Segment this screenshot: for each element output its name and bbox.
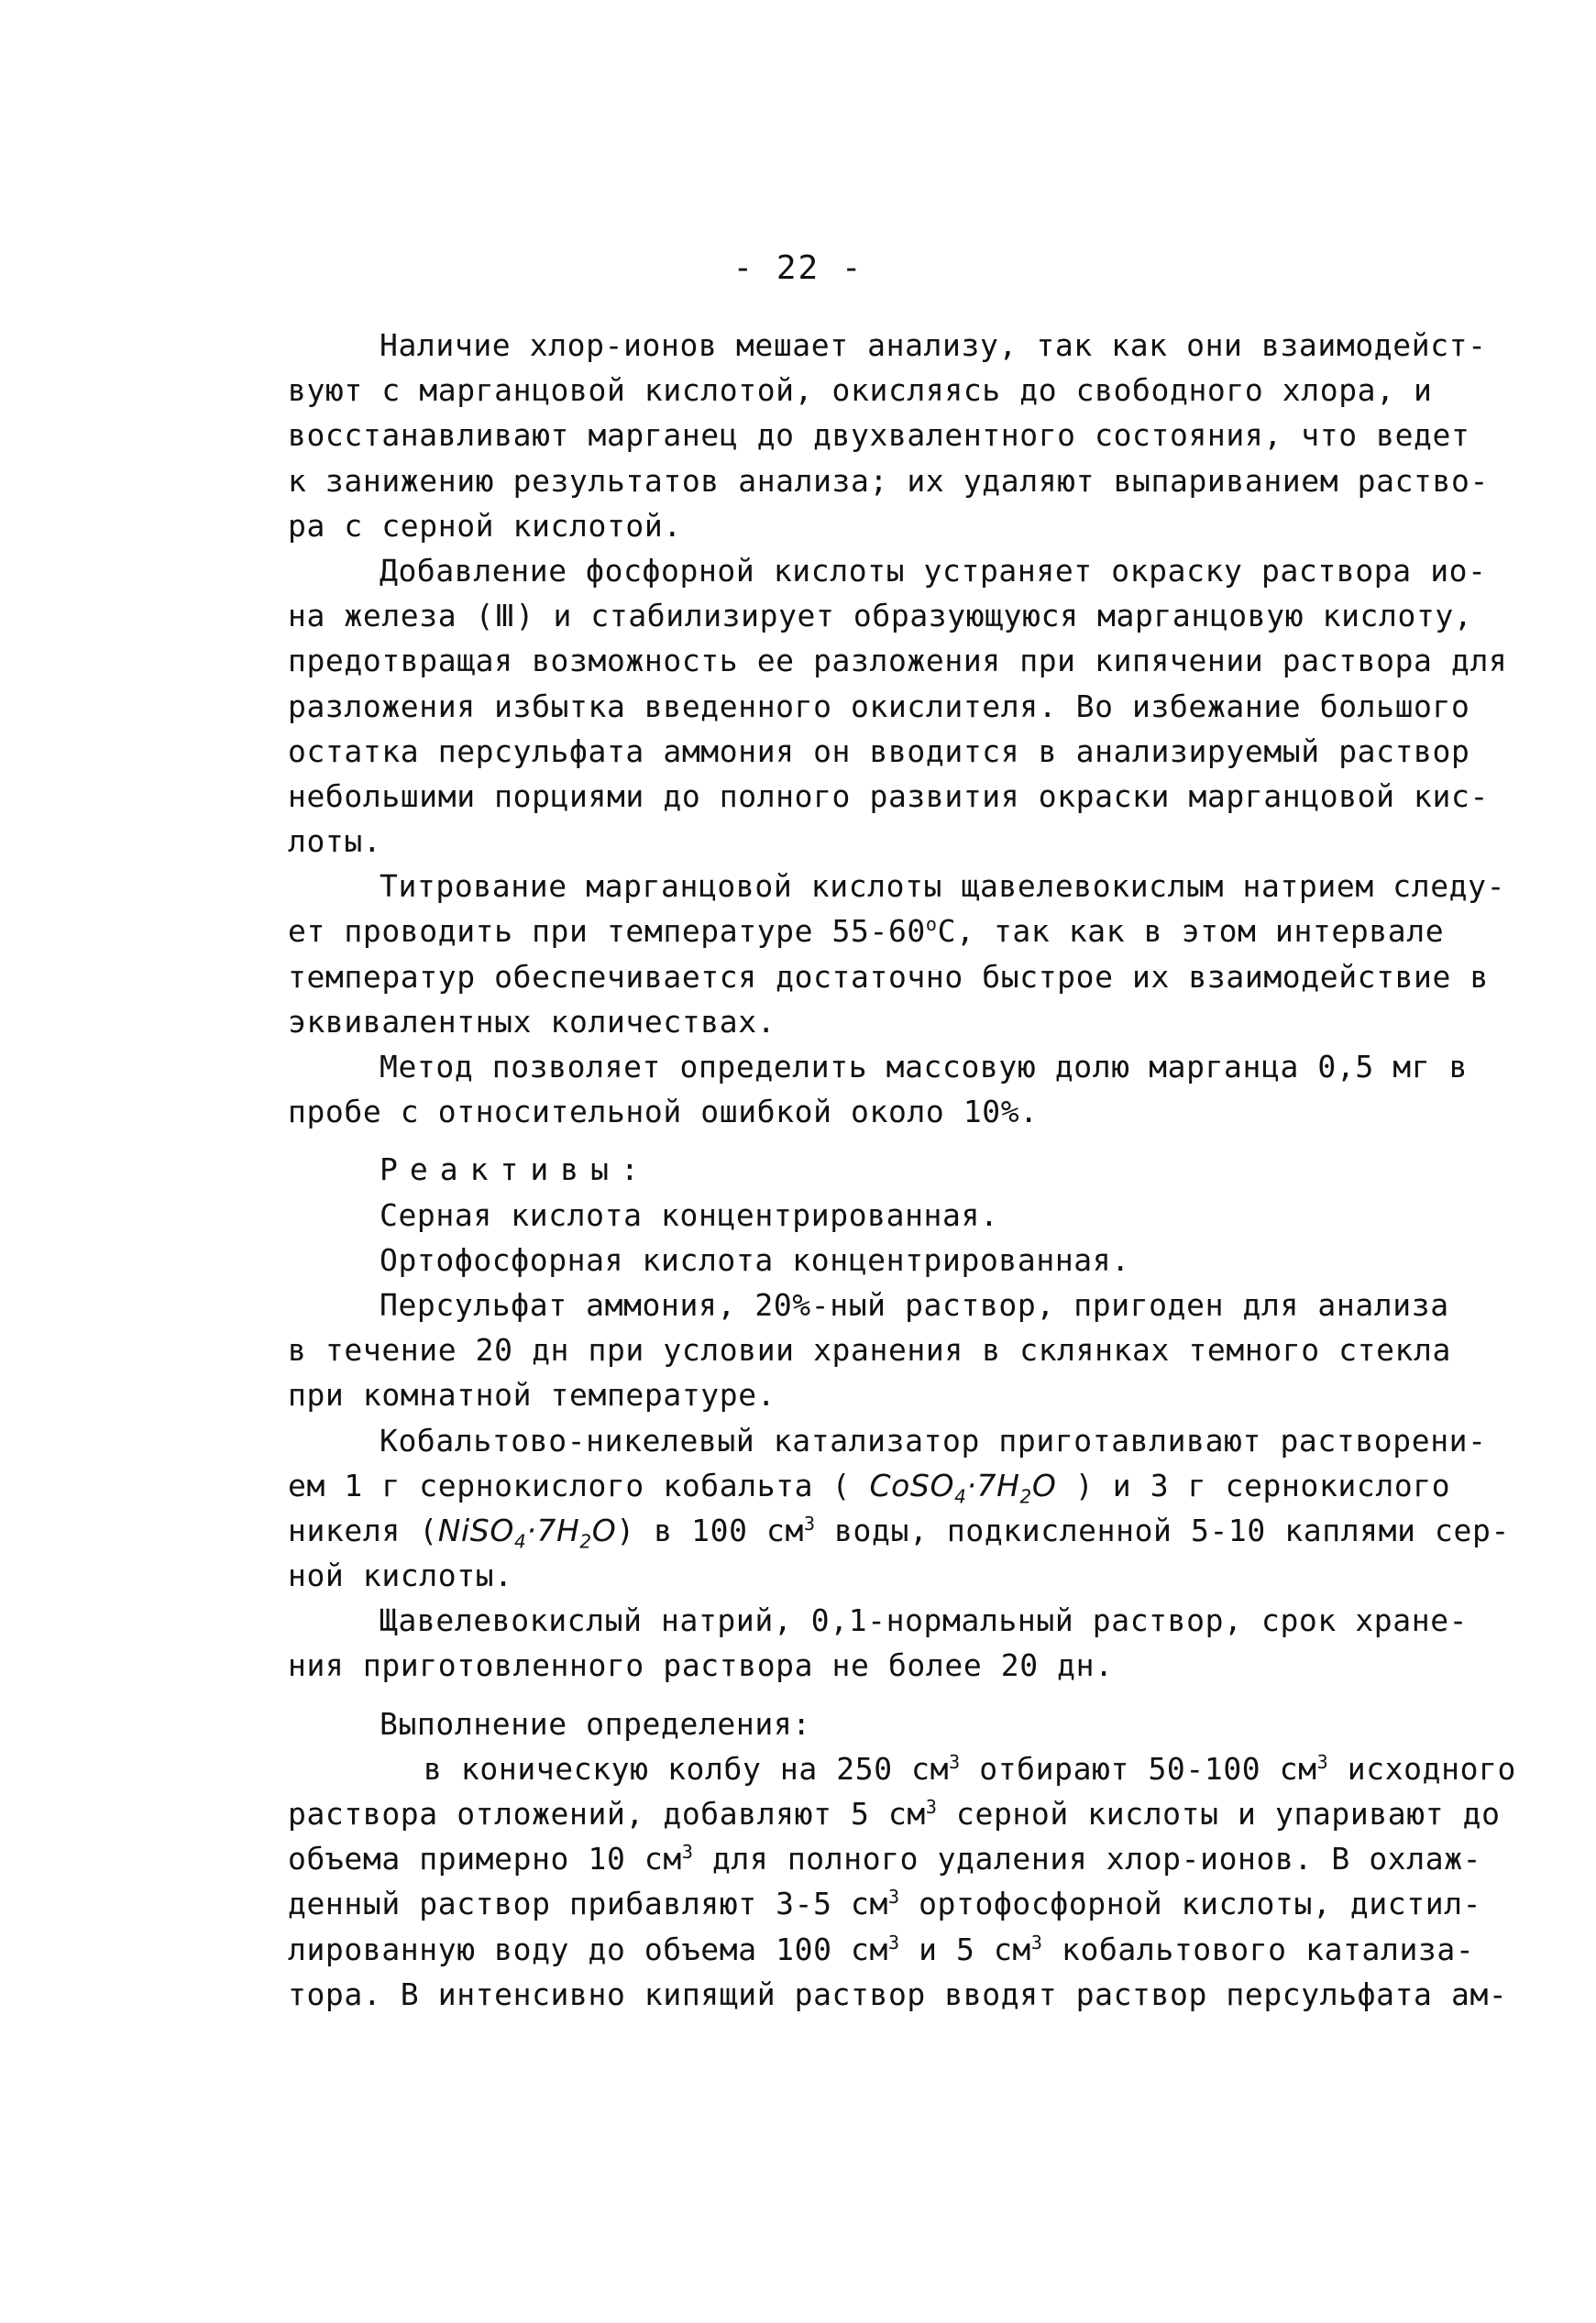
text-line: Персульфат аммония, 20%-ный раствор, пригоден для анализа <box>380 1286 1449 1323</box>
text-line: денный раствор прибавляют 3-5 $см^3$ ортофосфорной кислоты, дистил- <box>288 1886 1482 1922</box>
text-line: температур обеспечивается достаточно быстрое их взаимодействие в <box>288 958 1489 995</box>
text-line: тора. В интенсивно кипящий раствор вводят раствор персульфата ам- <box>288 1976 1508 2012</box>
text-line: при комнатной температуре. <box>288 1377 776 1414</box>
degree-superscript: о <box>925 913 938 936</box>
section-heading-procedure: Выполнение определения: <box>380 1705 811 1742</box>
text-line: на железа (Ⅲ) и стабилизирует образующуюся марганцовую кислоту, <box>288 598 1473 634</box>
text-line: ра с серной кислотой. <box>288 507 682 544</box>
text-line: никеля $(NiSO_4\cdot 7H_2O)$ в 100 $см^3$ воды, подкисленной 5-10 каплями сер- <box>288 1512 1510 1553</box>
text-line: Серная кислота концентрированная. <box>380 1196 999 1233</box>
text-line: остатка персульфата аммония он вводится в анализируемый раствор <box>288 732 1470 769</box>
text-line: раствора отложений, добавляют 5 $см^3$ серной кислоты и упаривают до <box>288 1796 1501 1832</box>
text-line: небольшими порциями до полного развития окраски марганцовой кис- <box>288 777 1489 814</box>
text-line: в течение 20 дн при условии хранения в склянках темного стекла <box>288 1332 1451 1369</box>
text-line: ной кислоты. <box>288 1558 513 1594</box>
text-line: Добавление фосфорной кислоты устраняет окраску раствора ио- <box>380 552 1487 589</box>
text-line: лированную воду до объема 100 $см^3$ и 5 $см^3$ кобальтового катализа- <box>288 1931 1475 1967</box>
text-line: к занижению результатов анализа; их удаляют выпариванием раство- <box>288 462 1489 499</box>
cobalt-sulfate-formula: $CoSO_4\cdot 7H_2O$ <box>869 1467 1057 1508</box>
text-line: Метод позволяет определить массовую долю марганца 0,5 мг в <box>380 1049 1469 1084</box>
page-number: - 22 - <box>732 249 864 287</box>
text-line: в коническую колбу на 250 $см^3$ отбирают 50-100 $см^3$ исходного <box>424 1750 1516 1787</box>
text-line: ния приготовленного раствора не более 20 дн. <box>288 1647 1114 1684</box>
text-line: лоты. <box>288 823 382 860</box>
text-line: Щавелевокислый натрий, 0,1-нормальный раствор, срок хране- <box>380 1602 1469 1639</box>
text-line: Титрование марганцовой кислоты щавелевокислым натрием следу- <box>380 868 1506 905</box>
text-line: разложения избытка введенного окислителя. Во избежание большого <box>288 688 1470 724</box>
text-line: Наличие хлор-ионов мешает анализу, так как они взаимодейст- <box>380 327 1487 363</box>
text-line: восстанавливают марганец до двухвалентного состояния, что ведет <box>288 417 1470 454</box>
text-line: объема примерно 10 $см^3$ для полного удаления хлор-ионов. В охлаж- <box>288 1841 1482 1877</box>
text-line: Ортофосфорная кислота концентрированная. <box>380 1241 1130 1278</box>
text-line: пробе с относительной ошибкой около 10%. <box>288 1094 1039 1130</box>
section-heading-reagents: Реактивы: <box>380 1151 651 1188</box>
text-line: эквивалентных количествах. <box>288 1003 776 1040</box>
roman-numeral-iii: Ⅲ <box>494 598 516 634</box>
text-line: вуют с марганцовой кислотой, окисляясь до свободного хлора, и <box>288 372 1433 409</box>
text-line: Кобальтово-никелевый катализатор приготавливают растворени- <box>380 1422 1487 1459</box>
body-text <box>288 323 1516 2017</box>
text-line: предотвращая возможность ее разложения при кипячении раствора для <box>288 643 1508 679</box>
text-line: ет проводить при температуре $55-60^оС$, так как в этом интервале <box>288 913 1445 950</box>
text-line: ем 1 г сернокислого кобальта ( $CoSO_4\cdot 7H_2O$ ) и 3 г сернокислого <box>288 1467 1451 1508</box>
nickel-sulfate-formula: $NiSO_4\cdot 7H_2O$ <box>437 1512 617 1553</box>
